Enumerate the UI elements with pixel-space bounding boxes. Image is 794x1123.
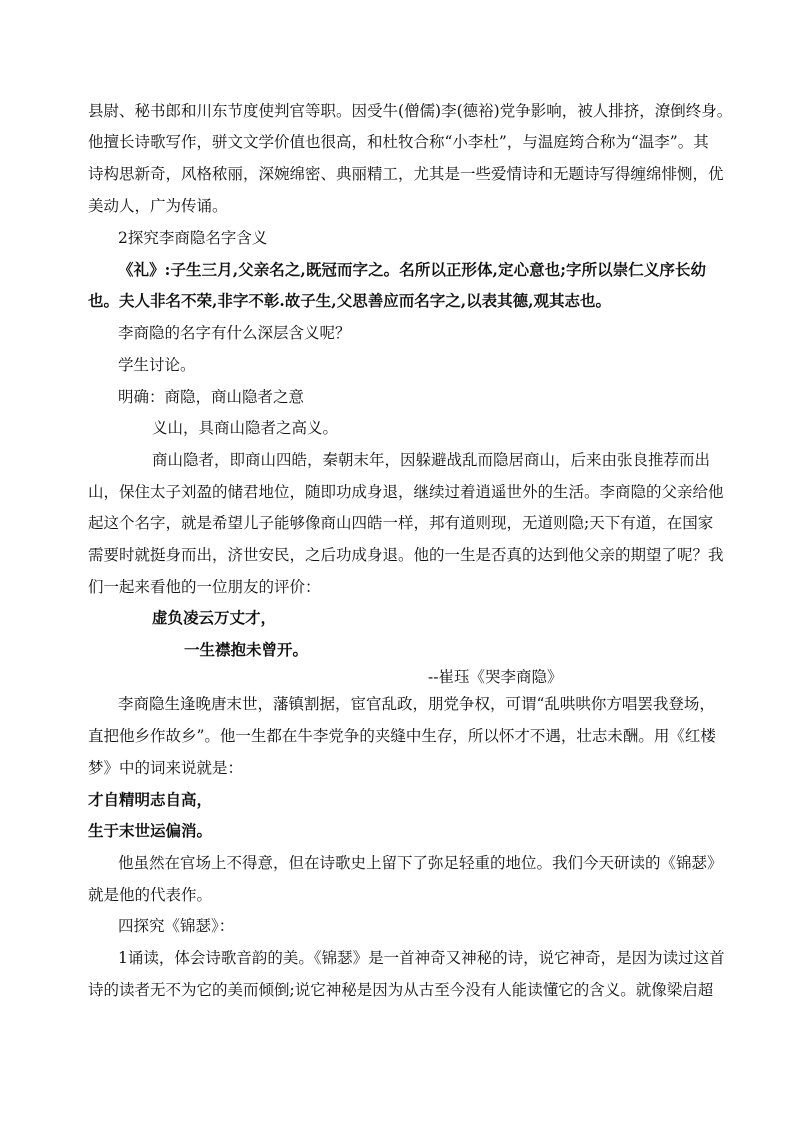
paragraph-line: 山，保住太子刘盈的储君地位，随即功成身退，继续过着逍遥世外的生活。李商隐的父亲给他 — [88, 483, 724, 501]
poem-line: 一生襟抱未曾开。 — [184, 640, 309, 659]
paragraph-line: 李商隐生逢晚唐末世，藩镇割据，宦官乱政，朋党争权，可谓“乱哄哄你方唱罢我登场， — [118, 695, 715, 713]
paragraph-line: 1诵读，体会诗歌音韵的美。《锦瑟》是一首神奇又神秘的诗，说它神奇，是因为读过这首 — [118, 949, 725, 967]
paragraph-line: 县尉、秘书郎和川东节度使判官等职。因受牛(僧儒)李(德裕)党争影响，被人排挤，潦倒终身。 — [88, 102, 733, 120]
paragraph-line: 诗的读者无不为它的美而倾倒;说它神秘是因为从古至今没有人能读懂它的含义。就像梁启超 — [88, 981, 714, 999]
paragraph-line: 学生讨论。 — [118, 356, 196, 374]
paragraph-line: 明确：商隐，商山隐者之意 — [118, 388, 305, 406]
question-text: 李商隐的名字有什么深层含义呢？ — [118, 324, 351, 342]
paragraph-line: 起这个名字，就是希望儿子能够像商山四皓一样，邦有道则现，无道则隐;天下有道，在国家 — [88, 514, 714, 532]
quote-line: 也。夫人非名不荣,非字不彰.故子生,父思善应而名字之,以表其德,观其志也。 — [88, 291, 611, 310]
paragraph-line: 他虽然在官场上不得意，但在诗歌史上留下了弥足轻重的地位。我们今天研读的《锦瑟》 — [118, 854, 723, 872]
paragraph-line: 们一起来看他的一位朋友的评价： — [88, 578, 321, 596]
paragraph-line: 他擅长诗歌写作，骈文文学价值也很高，和杜牧合称“小李杜”，与温庭筠合称为“温李”。其 — [88, 133, 709, 151]
section-heading: 2探究李商隐名字含义 — [118, 229, 268, 247]
poem-line: 生于末世运偏消。 — [88, 821, 213, 840]
poem-line: 才自精明志自高， — [88, 790, 213, 809]
paragraph-line: 诗构思新奇，风格秾丽，深婉绵密、典丽精工，尤其是一些爱情诗和无题诗写得缠绵悱恻，优 — [88, 165, 724, 183]
paragraph-line: 美动人，广为传诵。 — [88, 197, 228, 215]
paragraph-line: 就是他的代表作。 — [88, 886, 213, 904]
paragraph-line: 义山，具商山隐者之高义。 — [152, 419, 339, 437]
poem-line: 虚负凌云万丈才， — [152, 608, 277, 627]
paragraph-line: 需要时就挺身而出，济世安民，之后功成身退。他的一生是否真的达到他父亲的期望了呢？我 — [88, 546, 724, 564]
paragraph-line: 商山隐者，即商山四皓，秦朝末年，因躲避战乱而隐居商山，后来由张良推荐而出 — [152, 451, 711, 469]
section-heading: 四探究《锦瑟》： — [118, 917, 235, 935]
poem-attribution: --崔珏《哭李商隐》 — [428, 668, 563, 686]
paragraph-line: 直把他乡作故乡”。他一生都在牛李党争的夹缝中生存，所以怀才不遇，壮志未酬。用《红楼 — [88, 727, 716, 745]
quote-line: 《礼》:子生三月,父亲名之,既冠而字之。名所以正形体,定心意也;字所以崇仁义序长幼 — [118, 260, 706, 279]
paragraph-line: 梦》中的词来说就是： — [88, 759, 244, 777]
